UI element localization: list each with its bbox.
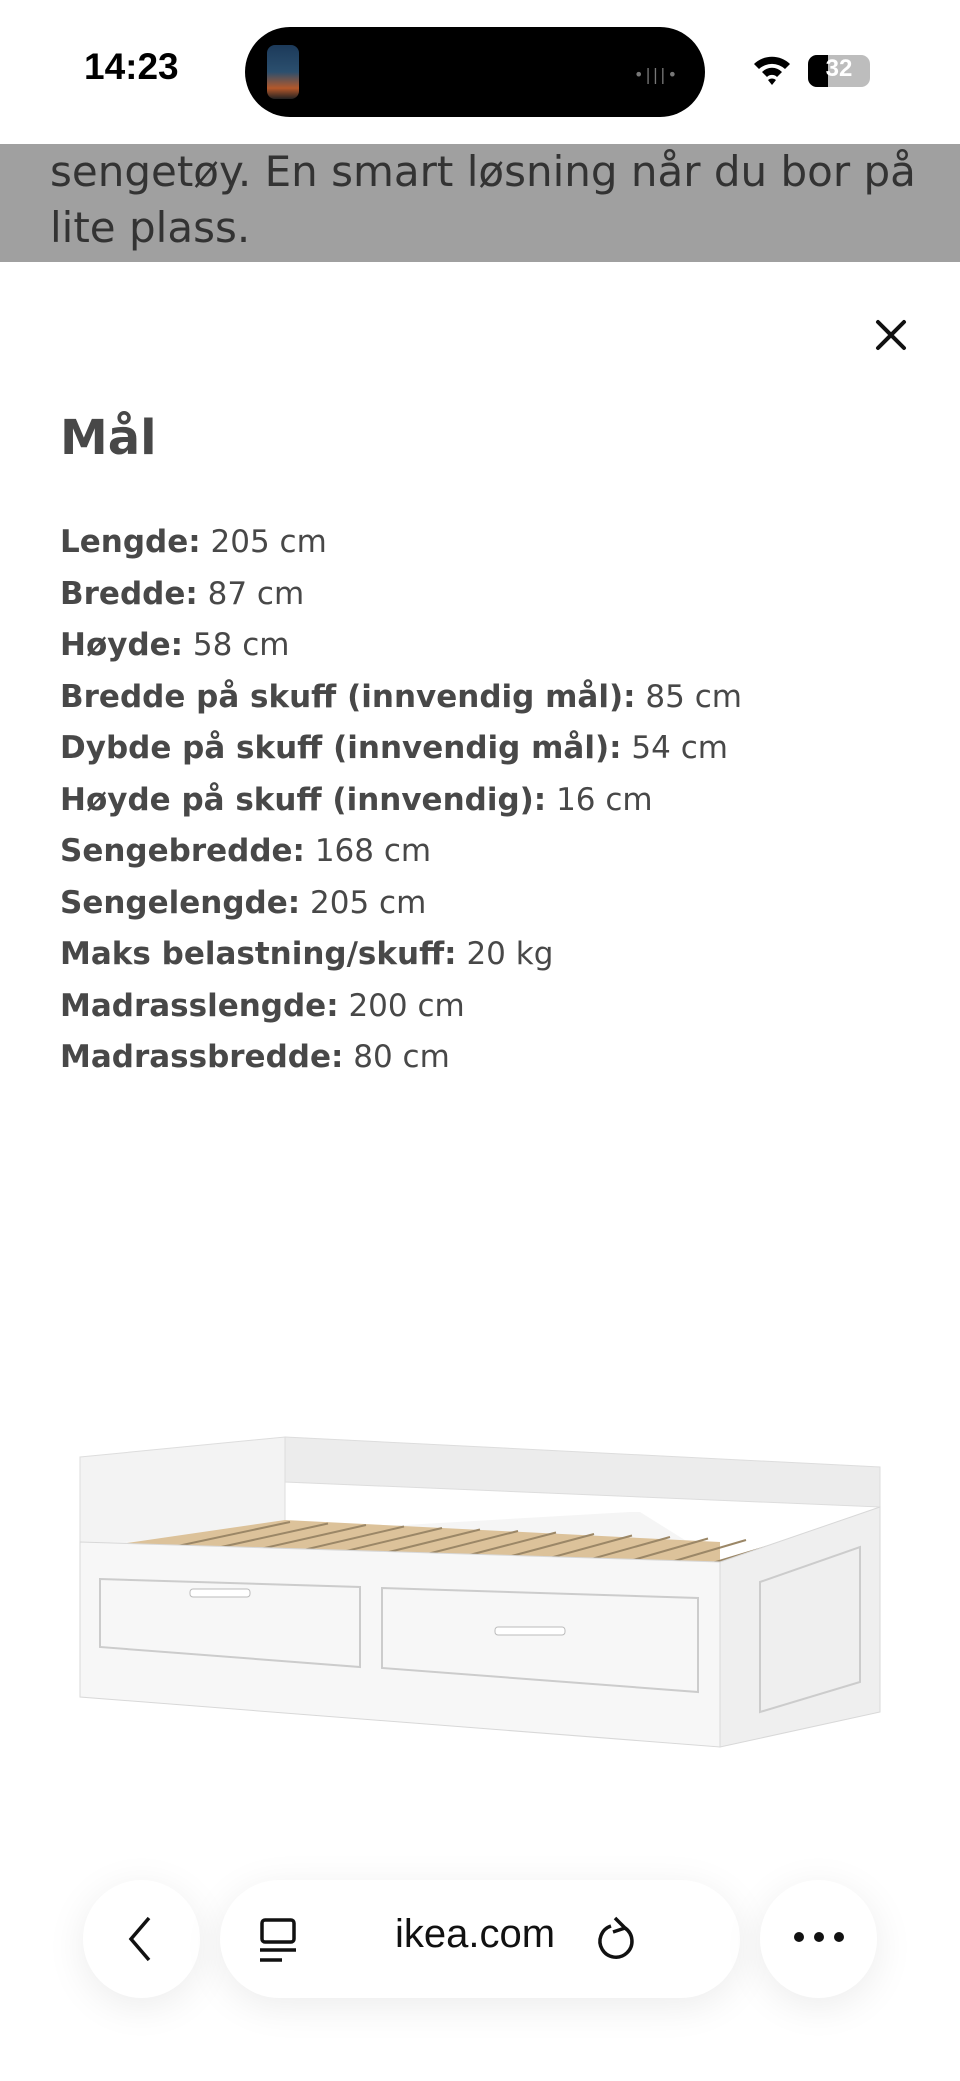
spec-value: 16 cm: [556, 781, 653, 818]
spec-label: Sengelengde:: [60, 884, 301, 921]
spec-value: 200 cm: [348, 987, 465, 1024]
spec-value: 168 cm: [314, 833, 432, 869]
daybed-product-image: [70, 1362, 890, 1762]
spec-label: Høyde:: [60, 627, 184, 663]
spec-value: 20 kg: [466, 936, 554, 972]
spec-label: Høyde på skuff (innvendig):: [60, 781, 547, 818]
spec-list: [60, 517, 742, 1084]
spec-label: Dybde på skuff (innvendig mål):: [60, 730, 622, 766]
ellipsis-icon: [792, 1930, 846, 1944]
spec-label: Bredde:: [60, 575, 198, 612]
spec-item: [60, 878, 742, 930]
spec-item: [60, 1032, 742, 1084]
reload-icon[interactable]: [595, 1916, 639, 1964]
spec-value: 58 cm: [192, 627, 290, 663]
back-button[interactable]: [83, 1880, 200, 1998]
spec-item: [60, 517, 742, 569]
url-text[interactable]: ikea.com: [395, 1912, 556, 1956]
spec-label: Sengebredde:: [60, 833, 305, 869]
background-text: sengetøy. En smart løsning når du bor på lite plass.: [50, 147, 916, 252]
now-playing-artwork: [267, 45, 299, 99]
spec-item: [60, 672, 742, 724]
dynamic-island[interactable]: [245, 27, 705, 117]
spec-item: [60, 723, 742, 775]
spec-value: 205 cm: [210, 524, 327, 560]
status-bar: [0, 0, 960, 144]
spec-label: Madrassbredde:: [60, 1039, 344, 1075]
reader-tabs-icon: [258, 1918, 298, 1962]
more-options-button[interactable]: [760, 1880, 877, 1998]
chevron-left-icon: [125, 1915, 155, 1963]
background-page: [0, 144, 960, 262]
spec-label: Maks belastning/skuff:: [60, 936, 457, 972]
address-bar[interactable]: [220, 1880, 740, 1998]
spec-label: Bredde på skuff (innvendig mål):: [60, 678, 636, 715]
status-time: 14:23: [84, 46, 179, 87]
audio-waveform-icon: •|||•: [633, 65, 679, 84]
wifi-icon: [752, 52, 792, 86]
spec-item: [60, 929, 742, 981]
spec-label: Madrasslengde:: [60, 987, 339, 1024]
battery-indicator: [808, 55, 870, 87]
spec-item: [60, 826, 742, 878]
spec-value: 87 cm: [207, 575, 305, 612]
spec-value: 85 cm: [645, 678, 742, 715]
spec-item: [60, 775, 742, 827]
spec-item: [60, 981, 742, 1033]
spec-value: 80 cm: [353, 1039, 450, 1075]
spec-value: 205 cm: [310, 884, 427, 921]
spec-label: Lengde:: [60, 524, 201, 560]
sheet-title: Mål: [60, 410, 157, 466]
spec-value: 54 cm: [631, 730, 728, 766]
spec-item: [60, 620, 742, 672]
close-icon[interactable]: [868, 312, 914, 358]
spec-item: [60, 569, 742, 621]
battery-level: 32: [825, 55, 853, 82]
dimensions-sheet: [0, 262, 960, 2081]
